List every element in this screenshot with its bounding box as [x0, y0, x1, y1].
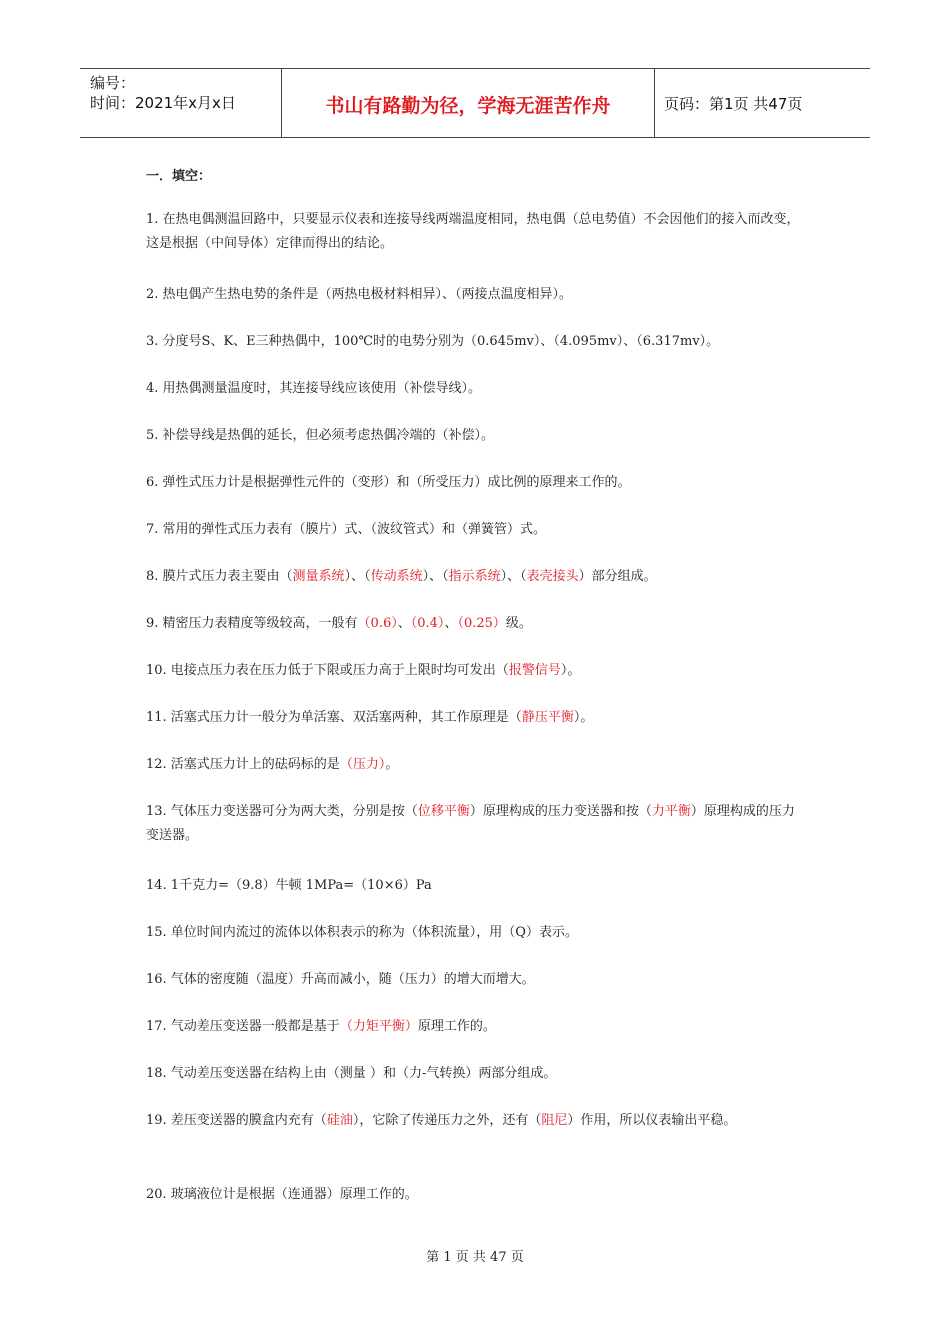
question-item — [146, 565, 806, 589]
question-text: 9. 精密压力表精度等级较高，一般有 — [146, 616, 358, 631]
question-item — [146, 921, 806, 945]
question-item — [146, 518, 806, 542]
question-text: 20. 玻璃液位计是根据（连通器）原理工作的。 — [146, 1187, 418, 1202]
section-title: 一．填空： — [146, 169, 212, 184]
answer-text: （压力） — [339, 757, 386, 772]
number-label: 编号： — [90, 74, 136, 92]
question-text: ）部分组成。 — [578, 569, 657, 584]
question-item — [146, 330, 806, 354]
question-text: ）、（ — [344, 569, 371, 584]
question-item — [146, 1109, 806, 1133]
answer-text: 力平衡 — [651, 804, 691, 819]
question-item — [146, 377, 806, 401]
question-text: 。 — [385, 757, 399, 772]
header-motto: 书山有路勤为径，学海无涯苦作舟 — [325, 95, 611, 117]
question-text: 原理工作的。 — [417, 1019, 496, 1034]
question-text: 11. 活塞式压力计一般分为单活塞、双活塞两种，其工作原理是（ — [146, 710, 522, 725]
question-text: 7. 常用的弹性式压力表有（膜片）式、（波纹管式）和（弹簧管）式。 — [146, 522, 547, 537]
question-text: 17. 气动差压变送器一般都是基于 — [146, 1019, 340, 1034]
page-footer: 第 1 页 共 47 页 — [426, 1250, 524, 1265]
answer-text: 硅油 — [326, 1113, 353, 1128]
question-text: 1. 在热电偶测温回路中，只要显示仪表和连接导线两端温度相同，热电偶（总电势值）不会因他们的接入而改变，这是根据（中间导体）定律而得出的结论。 — [146, 212, 800, 251]
question-text: 18. 气动差压变送器在结构上由（测量 ）和（力-气转换）两部分组成。 — [146, 1066, 557, 1081]
question-text: 4. 用热偶测量温度时，其连接导线应该使用（补偿导线）。 — [146, 381, 482, 396]
question-text: ）。 — [560, 663, 581, 678]
question-item — [146, 283, 806, 307]
question-item — [146, 1183, 806, 1207]
question-text: ），它除了传递压力之外，还有（ — [352, 1113, 542, 1128]
answer-text: 静压平衡 — [521, 710, 574, 725]
time-label: 时间：2021年x月x日 — [90, 94, 236, 112]
question-item — [146, 208, 806, 256]
question-text: 14. 1千克力=（9.8）牛顿 1MPa=（10×6）Pa — [146, 878, 432, 893]
question-text: 5. 补偿导线是热偶的延长，但必须考虑热偶冷端的（补偿）。 — [146, 428, 495, 443]
question-text: 、 — [444, 616, 458, 631]
question-item — [146, 874, 806, 898]
answer-text: （力矩平衡） — [339, 1019, 418, 1034]
question-text: ）作用，所以仪表输出平稳。 — [567, 1113, 737, 1128]
answer-text: 传动系统 — [370, 569, 423, 584]
answer-text: 指示系统 — [448, 569, 501, 584]
question-item — [146, 659, 806, 683]
question-text: 3. 分度号S、K、E三种热偶中，100℃时的电势分别为（0.645mv）、（4.095mv）、（6.317mv）。 — [146, 334, 720, 349]
question-text: ）原理构成的压力变送器和按（ — [469, 804, 652, 819]
question-item — [146, 471, 806, 495]
header-divider — [654, 69, 655, 137]
question-item — [146, 753, 806, 777]
answer-text: （0.4） — [410, 616, 445, 631]
header-meta — [90, 73, 236, 113]
answer-text: 位移平衡 — [417, 804, 470, 819]
question-text: ）。 — [573, 710, 594, 725]
question-text: 10. 电接点压力表在压力低于下限或压力高于上限时均可发出（ — [146, 663, 509, 678]
question-item — [146, 424, 806, 448]
question-text: 13. 气体压力变送器可分为两大类，分别是按（ — [146, 804, 418, 819]
question-text: 、 — [397, 616, 411, 631]
question-text: 19. 差压变送器的膜盒内充有（ — [146, 1113, 327, 1128]
question-text: 16. 气体的密度随（温度）升高而减小，随（压力）的增大而增大。 — [146, 972, 535, 987]
answer-text: 报警信号 — [508, 663, 561, 678]
question-text: ）原理构成的压力变送器。 — [146, 804, 795, 843]
question-text: ）、（ — [500, 569, 527, 584]
answer-text: （0.25） — [457, 616, 506, 631]
question-item — [146, 1062, 806, 1086]
answer-text: 阻尼 — [541, 1113, 568, 1128]
question-text: 12. 活塞式压力计上的砝码标的是 — [146, 757, 340, 772]
question-text: 级。 — [505, 616, 532, 631]
document-header — [80, 68, 870, 138]
answer-text: 测量系统 — [292, 569, 345, 584]
question-item — [146, 706, 806, 730]
question-item — [146, 612, 806, 636]
question-item — [146, 800, 806, 848]
question-item — [146, 968, 806, 992]
answer-text: （0.6） — [357, 616, 398, 631]
question-text: 6. 弹性式压力计是根据弹性元件的（变形）和（所受压力）成比例的原理来工作的。 — [146, 475, 631, 490]
answer-text: 表壳接头 — [526, 569, 579, 584]
question-text: 2. 热电偶产生热电势的条件是（两热电极材料相异）、（两接点温度相异）。 — [146, 287, 573, 302]
question-text: 8. 膜片式压力表主要由（ — [146, 569, 293, 584]
question-text: 15. 单位时间内流过的流体以体积表示的称为（体积流量），用（Q）表示。 — [146, 925, 578, 940]
page-info: 页码：第1页 共47页 — [664, 95, 803, 113]
question-item — [146, 1015, 806, 1039]
question-text: ）、（ — [422, 569, 449, 584]
